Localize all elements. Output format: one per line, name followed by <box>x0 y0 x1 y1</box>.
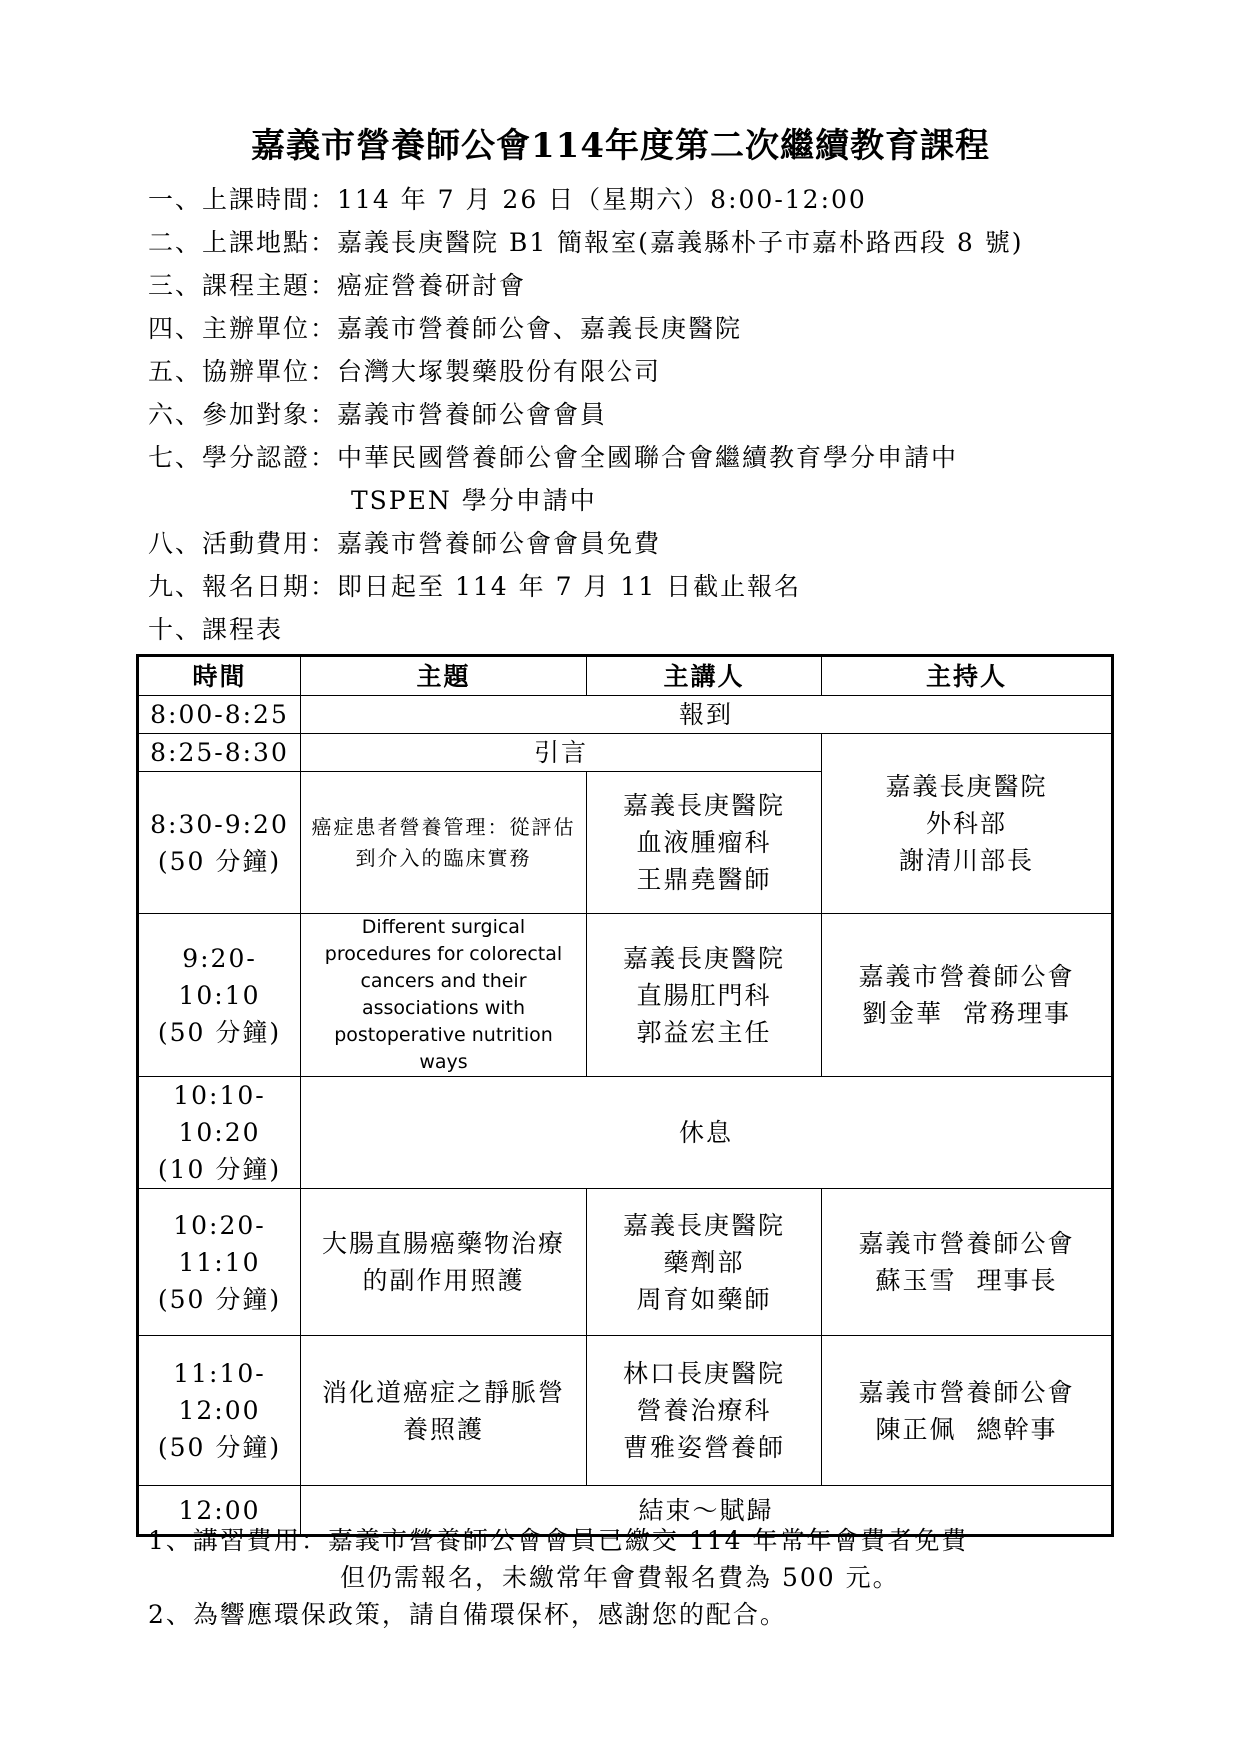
footnotes <box>148 1522 1128 1633</box>
topic-cell: 引言 <box>301 734 822 772</box>
time-cell: 8:00-8:25 <box>138 696 301 734</box>
table-row <box>138 1189 1113 1336</box>
registration-cell: 報到 <box>301 696 1113 734</box>
info-location: 二、上課地點：嘉義長庚醫院 B1 簡報室(嘉義縣朴子市嘉朴路西段 8 號) <box>148 228 1024 257</box>
info-credits: 七、學分認證：中華民國營養師公會全國聯合會繼續教育學分申請中 <box>148 443 959 472</box>
time-cell: 12:00 <box>138 1486 301 1536</box>
host-cell: 嘉義市營養師公會 陳正佩 總幹事 <box>822 1336 1113 1486</box>
table-row <box>138 734 1113 772</box>
info-fee: 八、活動費用：嘉義市營養師公會會員免費 <box>148 529 662 558</box>
col-header-speaker: 主講人 <box>587 656 822 696</box>
speaker-cell: 嘉義長庚醫院 直腸肛門科 郭益宏主任 <box>587 914 822 1077</box>
table-row <box>138 1336 1113 1486</box>
table-header-row <box>138 656 1113 696</box>
end-cell: 結束～賦歸 <box>301 1486 1113 1536</box>
host-cell: 嘉義長庚醫院 外科部 謝清川部長 <box>822 734 1113 914</box>
topic-cell: 癌症患者營養管理：從評估到介入的臨床實務 <box>301 772 587 914</box>
info-schedule-heading: 十、課程表 <box>148 615 284 644</box>
page-title: 嘉義市營養師公會114年度第二次繼續教育課程 <box>251 126 990 166</box>
time-cell: 9:20-10:10 (50 分鐘) <box>138 914 301 1077</box>
info-theme: 三、課程主題：癌症營養研討會 <box>148 271 527 300</box>
info-time: 一、上課時間：114 年 7 月 26 日（星期六）8:00-12:00 <box>148 185 867 214</box>
info-credits-cont: TSPEN 學分申請中 <box>351 486 597 515</box>
info-organizer: 四、主辦單位：嘉義市營養師公會、嘉義長庚醫院 <box>148 314 743 343</box>
note-eco-cup: 2、為響應環保政策，請自備環保杯，感謝您的配合。 <box>148 1600 787 1629</box>
host-cell: 嘉義市營養師公會 劉金華 常務理事 <box>822 914 1113 1077</box>
note-fee-cont: 但仍需報名，未繳常年會費報名費為 500 元。 <box>340 1563 900 1592</box>
info-registration: 九、報名日期：即日起至 114 年 7 月 11 日截止報名 <box>148 572 802 601</box>
note-fee: 1、講習費用：嘉義市營養師公會會員已繳交 114 年常年會費者免費 <box>148 1526 969 1555</box>
host-cell: 嘉義市營養師公會 蘇玉雪 理事長 <box>822 1189 1113 1336</box>
col-header-host: 主持人 <box>822 656 1113 696</box>
course-info <box>148 178 1108 651</box>
speaker-cell: 嘉義長庚醫院 藥劑部 周育如藥師 <box>587 1189 822 1336</box>
topic-cell: 消化道癌症之靜脈營養照護 <box>301 1336 587 1486</box>
speaker-cell: 嘉義長庚醫院 血液腫瘤科 王鼎堯醫師 <box>587 772 822 914</box>
col-header-time: 時間 <box>138 656 301 696</box>
info-co-organizer: 五、協辦單位：台灣大塚製藥股份有限公司 <box>148 357 662 386</box>
time-cell: 8:30-9:20 (50 分鐘) <box>138 772 301 914</box>
info-participants: 六、參加對象：嘉義市營養師公會會員 <box>148 400 608 429</box>
topic-cell: Different surgical procedures for colorectal cancers and their associations with postoperative nutrition ways <box>301 914 587 1077</box>
break-cell: 休息 <box>301 1077 1113 1189</box>
time-cell: 8:25-8:30 <box>138 734 301 772</box>
col-header-topic: 主題 <box>301 656 587 696</box>
table-row <box>138 1077 1113 1189</box>
time-cell: 10:20-11:10 (50 分鐘) <box>138 1189 301 1336</box>
table-row <box>138 696 1113 734</box>
topic-cell: 大腸直腸癌藥物治療的副作用照護 <box>301 1189 587 1336</box>
time-cell: 11:10-12:00 (50 分鐘) <box>138 1336 301 1486</box>
schedule-table <box>136 654 1114 1537</box>
table-row <box>138 914 1113 1077</box>
time-cell: 10:10-10:20 (10 分鐘) <box>138 1077 301 1189</box>
speaker-cell: 林口長庚醫院 營養治療科 曹雅姿營養師 <box>587 1336 822 1486</box>
